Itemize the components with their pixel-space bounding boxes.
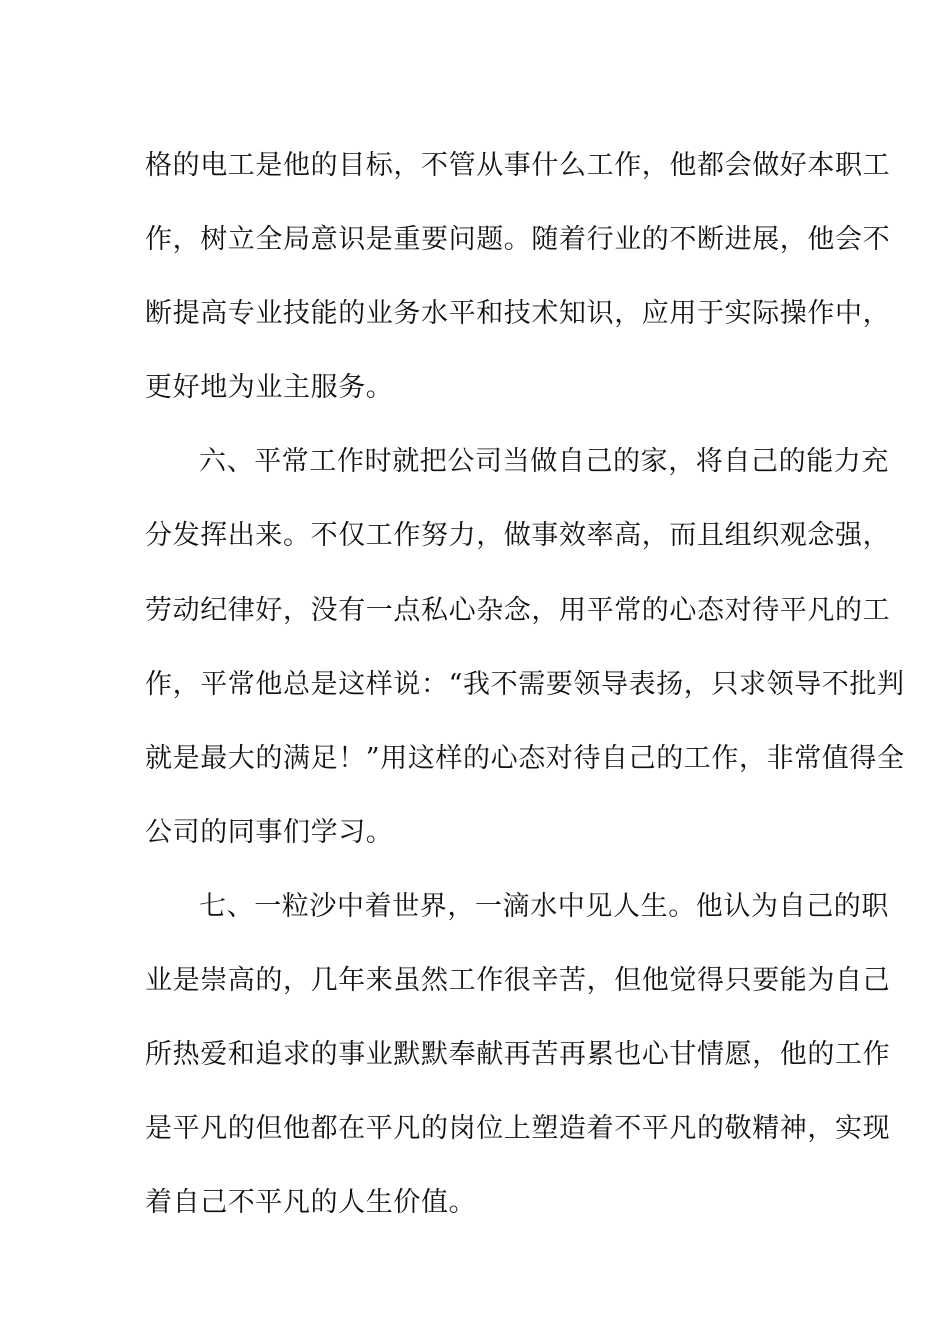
text-line: 作，平常他总是这样说：“我不需要领导表扬，只求领导不批判 xyxy=(145,668,905,700)
body-text xyxy=(145,129,905,1240)
text-line: 公司的同事们学习。 xyxy=(145,816,394,848)
text-line: 业是崇高的，几年来虽然工作很辛苦，但他觉得只要能为自己 xyxy=(145,965,891,997)
text-line: 劳动纪律好，没有一点私心杂念，用平常的心态对待平凡的工 xyxy=(145,594,891,626)
text-line: 六、平常工作时就把公司当做自己的家，将自己的能力充 xyxy=(199,446,889,478)
text-line: 七、一粒沙中着世界，一滴水中见人生。他认为自己的职 xyxy=(199,890,889,922)
paragraph-seven xyxy=(145,870,891,1240)
text-line: 分发挥出来。不仅工作努力，做事效率高，而且组织观念强， xyxy=(145,520,891,552)
text-line: 着自己不平凡的人生价值。 xyxy=(145,1187,477,1219)
text-line: 更好地为业主服务。 xyxy=(145,372,394,404)
text-line: 就是最大的满足！”用这样的心态对待自己的工作，非常值得全 xyxy=(145,742,905,774)
paragraph-five-continued xyxy=(145,129,891,425)
paragraph-six xyxy=(145,425,905,870)
text-line: 所热爱和追求的事业默默奉献再苦再累也心甘情愿，他的工作 xyxy=(145,1039,891,1071)
text-line: 格的电工是他的目标，不管从事什么工作，他都会做好本职工 xyxy=(145,150,891,181)
text-line: 断提高专业技能的业务水平和技术知识，应用于实际操作中， xyxy=(145,298,891,330)
text-line: 作，树立全局意识是重要问题。随着行业的不断进展，他会不 xyxy=(145,224,891,256)
text-line: 是平凡的但他都在平凡的岗位上塑造着不平凡的敬精神，实现 xyxy=(145,1113,891,1145)
